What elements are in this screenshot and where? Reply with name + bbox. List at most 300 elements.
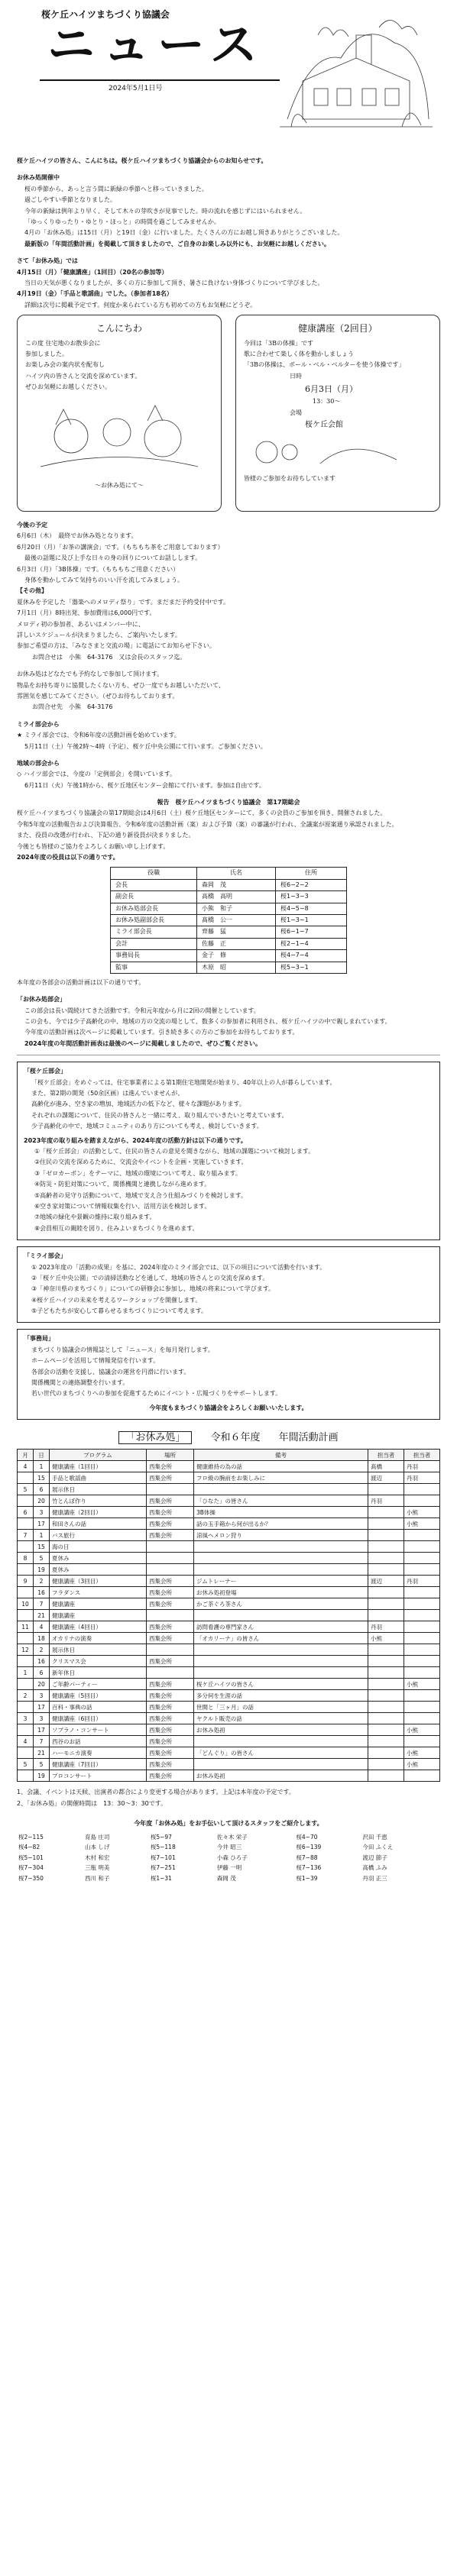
cell: 丹羽 xyxy=(404,1576,440,1587)
list-item: ①「桜ケ丘部会」の活動として、住民の皆さんの意見を聞きながら、地域の課題について検討します。 xyxy=(34,1148,315,1155)
section-general-meeting xyxy=(17,798,440,862)
cell xyxy=(147,1610,194,1621)
cell: お休み処初 xyxy=(194,1724,368,1736)
cell: 西集会所 xyxy=(147,1759,194,1770)
cell: 小熊 和子 xyxy=(197,903,276,914)
cell: 西集会所 xyxy=(147,1518,194,1530)
staff-table xyxy=(17,1832,440,1884)
table-row xyxy=(18,1656,440,1667)
cell: 西集会所 xyxy=(147,1713,194,1724)
cell xyxy=(368,1564,404,1576)
cell xyxy=(404,1541,440,1553)
cell: 1 xyxy=(34,1461,50,1472)
table-row xyxy=(111,962,347,973)
text-line: 夏休みを予定した「器楽へのメロディ祭り」です。まだまだ予約受付中です。 xyxy=(17,598,230,606)
cell xyxy=(194,1484,368,1495)
cell: 齊藤 猛 xyxy=(197,926,276,938)
cell: 桜1−39 xyxy=(296,1875,318,1883)
cell: 西集会所 xyxy=(147,1472,194,1484)
text-line: ホームページを活用して情報発信を行います。 xyxy=(31,1357,160,1365)
text-line: ◇ ハイツ部会では、今度の「定例部会」を開いています。 xyxy=(17,771,177,778)
cell xyxy=(18,1472,34,1484)
cell: 監事 xyxy=(111,962,197,973)
cell: オカリナの演奏 xyxy=(50,1633,147,1644)
cell xyxy=(18,1610,34,1621)
card-line: ハイツ内の皆さんと交流を深めています。 xyxy=(25,372,141,380)
cell: フラダンス xyxy=(50,1587,147,1598)
text-line: また、第2期の開発（50余区画）は進んでいませんが、 xyxy=(31,1090,184,1097)
text-line: 「桜ケ丘部会」をめぐっては、住宅事業者による第1期住宅地開発が始まり、40年以上の人が暮らしています。 xyxy=(31,1078,336,1086)
cell: 健康講座（5回目） xyxy=(50,1690,147,1702)
text-line: お問合せは 小熊 64-3176 又は会長のスタッフ迄。 xyxy=(32,653,186,661)
cell xyxy=(147,1564,194,1576)
section-heading: さて「お休み処」では xyxy=(17,257,78,265)
table-row xyxy=(18,1484,440,1495)
cell: 佐々木 栄子 xyxy=(216,1833,248,1841)
section-schedule-text xyxy=(17,521,440,662)
cell: 三瓶 明美 xyxy=(85,1864,110,1872)
cell: フロ級の腕前をお楽しみに xyxy=(194,1472,368,1484)
cell: 丹羽 xyxy=(368,1621,404,1633)
cell: 「ひなた」の皆さん xyxy=(194,1495,368,1507)
cell: 西谷のお話 xyxy=(50,1736,147,1747)
cell: 桜1−3−1 xyxy=(276,914,347,926)
cell: 西集会所 xyxy=(147,1507,194,1518)
cell: お休み処初登場 xyxy=(194,1587,368,1598)
cell xyxy=(368,1759,404,1770)
cell: 7 xyxy=(34,1598,50,1610)
org-name: 桜ケ丘ハイツまちづくり協議会 xyxy=(41,9,170,20)
cell: 西集会所 xyxy=(147,1621,194,1633)
sakuragaoka-committee-box xyxy=(17,1062,440,1240)
cell xyxy=(18,1564,34,1576)
cell: お休み処副部会長 xyxy=(111,914,197,926)
cell xyxy=(18,1656,34,1667)
text-line: ★ ミライ部会では、令和6年度の活動計画を始めています。 xyxy=(17,732,180,739)
text-line: メロディ初の参加者、あるいはメンバー中に、 xyxy=(17,620,144,628)
cell: 小熊 xyxy=(404,1518,440,1530)
card-title: こんにちわ xyxy=(96,323,142,335)
table-row xyxy=(18,1633,440,1644)
cell: 19 xyxy=(34,1564,50,1576)
cell: 12 xyxy=(18,1644,34,1656)
cell: 2 xyxy=(34,1644,50,1656)
cell: 桜4−5−8 xyxy=(276,903,347,914)
cell: 健康講座（7回目） xyxy=(50,1759,147,1770)
cell: 桜7−350 xyxy=(18,1875,44,1883)
cell: 西集会所 xyxy=(147,1598,194,1610)
list-item: ②住民の交流を深めるために、交流会やイベントを企画・実施していきます。 xyxy=(34,1159,248,1166)
cell: 21 xyxy=(34,1610,50,1621)
table-header-row xyxy=(18,1450,440,1461)
cell: 高橋 ふみ xyxy=(362,1864,387,1872)
cell: 西集会所 xyxy=(147,1702,194,1713)
cell xyxy=(18,1518,34,1530)
cell: 4 xyxy=(18,1736,34,1747)
cell: 桜5−97 xyxy=(150,1833,172,1841)
card-line: 6月3日（月） xyxy=(305,384,358,395)
text-line: また、役員の改選が行われ、下記の通り新役員が決まりました。 xyxy=(17,832,195,839)
list-item: ④防災・防犯対策について、関係機関と連携しながら進めます。 xyxy=(34,1181,211,1188)
cell: 3 xyxy=(34,1713,50,1724)
cell: 西集会所 xyxy=(147,1576,194,1587)
cell: 6 xyxy=(34,1667,50,1679)
cell: 桜4−82 xyxy=(18,1844,41,1851)
secretariat-box xyxy=(17,1329,440,1420)
text-line: この部会は長い間続けてきた活動です。令和元年度から月に2回の開催としています。 xyxy=(24,1007,260,1014)
card-line: 今回は「3Bの体操」です xyxy=(244,339,313,347)
cell: 育島 庄司 xyxy=(85,1833,110,1841)
cell xyxy=(368,1690,404,1702)
text-line: 雰囲気を感じてみてください。（ぜひお待ちしております。 xyxy=(17,692,179,700)
cell: 健康講座（2回目） xyxy=(50,1507,147,1518)
cell: 健康講座（4回目） xyxy=(50,1621,147,1633)
cell xyxy=(147,1553,194,1564)
masthead xyxy=(17,0,440,157)
table-row xyxy=(17,1873,440,1884)
text-line: 少子高齢化の中で、地域コミュニティのあり方についても考え、検討していきます。 xyxy=(31,1123,263,1130)
cell: 夏休み xyxy=(50,1553,147,1564)
subheading: 【その他】 xyxy=(17,587,47,595)
cell: 会計 xyxy=(111,938,197,949)
cell: 健康講座（1回目） xyxy=(50,1461,147,1472)
cell: 11 xyxy=(18,1621,34,1633)
table-row xyxy=(111,903,347,914)
cell xyxy=(404,1484,440,1495)
text-line: 4月15日（月）「健康講座」（1回目）（20名の参加等） xyxy=(17,268,168,276)
cell xyxy=(18,1679,34,1690)
table-row xyxy=(18,1690,440,1702)
cell: 桜7−136 xyxy=(296,1864,322,1872)
section-heading: 「お休み処部会」 xyxy=(17,996,66,1004)
text-line: 4月19日（金）「手品と歌謡曲」でした。（参加者18名） xyxy=(17,290,173,298)
cell: 17 xyxy=(34,1702,50,1713)
box-heading: 「事務局」 xyxy=(24,1335,54,1343)
cell xyxy=(368,1553,404,1564)
title-underline xyxy=(40,79,280,81)
cell xyxy=(18,1724,34,1736)
schedule-subtitle: 年間活動計画 xyxy=(278,1432,339,1444)
box-heading: 「ミライ部会」 xyxy=(24,1252,66,1260)
cell: 西集会所 xyxy=(147,1587,194,1598)
table-row xyxy=(18,1747,440,1759)
table-row xyxy=(18,1724,440,1736)
text-line: 桜ケ丘ハイツまちづくり協議会の第17期総会は4月6日（土）桜ケ丘地区センターにて、多くの会員のご参加を頂き、開催されました。 xyxy=(17,810,387,817)
cell: 訪問看護の専門家さん xyxy=(194,1621,368,1633)
cell: 桜7−101 xyxy=(150,1854,176,1861)
text-line: ⑤子どもたちが安心して暮らせるまちづくりについて考えます。 xyxy=(31,1307,208,1315)
cell: 4 xyxy=(34,1621,50,1633)
cell xyxy=(368,1518,404,1530)
text-line: 4月の「お休み処」は15日（月）と19日（金）に行いました。たくさんの方にお越し頂きありがとうございました。 xyxy=(24,229,344,237)
cell: 西集会所 xyxy=(147,1633,194,1644)
text-line: 5月11日（土）午後2時〜4時（予定）、桜ケ丘中央公園にて行います。ご参加ください。 xyxy=(24,742,267,750)
table-row xyxy=(18,1644,440,1656)
cell: 小熊 xyxy=(404,1747,440,1759)
cell xyxy=(18,1702,34,1713)
text-line: 詳しいスケジュールが決まりましたら、ご案内いたします。 xyxy=(17,631,181,638)
header-cell: プログラム xyxy=(50,1450,147,1461)
cell: 副会長 xyxy=(111,891,197,903)
section-report xyxy=(17,257,440,310)
cell xyxy=(368,1702,404,1713)
text-line: 当日の天気が悪くなりましたが、多くの方に参加して頂き、暑さに負けない身体づくりについて学びました。 xyxy=(24,279,324,286)
cell: 高橋 高明 xyxy=(197,891,276,903)
cell: 今田 ふくえ xyxy=(362,1844,394,1851)
card-title: 健康講座（2回目） xyxy=(298,323,378,335)
cell xyxy=(18,1747,34,1759)
table-row xyxy=(18,1507,440,1518)
cell xyxy=(368,1747,404,1759)
table-row xyxy=(18,1530,440,1541)
hand-drawing-icon xyxy=(244,433,432,471)
table-row xyxy=(111,926,347,938)
cell xyxy=(194,1610,368,1621)
cell: 金子 修 xyxy=(197,950,276,962)
header-cell: 月 xyxy=(18,1450,34,1461)
header-cell: 住所 xyxy=(276,868,347,879)
section-mirai xyxy=(17,720,440,751)
cell: 森岡 茂 xyxy=(216,1875,236,1883)
cell: 18 xyxy=(34,1633,50,1644)
cell: 桜4−70 xyxy=(296,1833,318,1841)
note-line: 2、「お休み処」の開催時間は 13：30〜3：30です。 xyxy=(17,1799,167,1807)
cell: 西集会所 xyxy=(147,1656,194,1667)
cell xyxy=(404,1610,440,1621)
cell: 6 xyxy=(34,1484,50,1495)
cell: 丹羽 xyxy=(404,1461,440,1472)
box-heading: 「桜ケ丘部会」 xyxy=(24,1068,66,1075)
cell xyxy=(18,1495,34,1507)
cell xyxy=(404,1736,440,1747)
text-line: 高齢化が進み、空き家の増加、地域活力の低下など、様々な課題があります。 xyxy=(31,1101,245,1108)
schedule-heading xyxy=(17,1430,440,1446)
cell xyxy=(194,1667,368,1679)
cell: ハーモニカ演奏 xyxy=(50,1747,147,1759)
cell: 2 xyxy=(18,1690,34,1702)
cell: 渡辺 xyxy=(368,1576,404,1587)
cell: 小熊 xyxy=(404,1724,440,1736)
text-line: 参加ご希望の方は、「みなさまと交流の場」に電話にてお知らせ下さい。 xyxy=(17,642,216,650)
cell xyxy=(147,1667,194,1679)
cell xyxy=(404,1713,440,1724)
cell: 17 xyxy=(34,1724,50,1736)
greeting-line: 桜ケ丘ハイツの皆さん、こんにちは。桜ケ丘ハイツまちづくり協議会からのお知らせです。 xyxy=(17,157,267,164)
cell xyxy=(18,1633,34,1644)
cell: 夏休み xyxy=(50,1564,147,1576)
cell: 桜5−101 xyxy=(18,1854,44,1861)
cell: 世間と「三ヶ月」の話 xyxy=(194,1702,368,1713)
text-line: 6月3日（月）「3B体操」です。（もちもちご用意ください） xyxy=(17,565,180,573)
card-line: 桜ケ丘会館 xyxy=(305,421,343,430)
cell xyxy=(194,1656,368,1667)
list-item: ⑥空き家対策について情報収集を行い、活用方法を検討します。 xyxy=(34,1202,211,1210)
cell xyxy=(368,1610,404,1621)
cell xyxy=(368,1679,404,1690)
cell: 桜6−2−2 xyxy=(276,879,347,890)
card-line: ぜひお気軽にお越しください。 xyxy=(25,383,111,391)
staff-heading: 今年度「お休み処」をお手伝いして頂けるスタッフをご紹介します。 xyxy=(134,1820,323,1828)
cell: 桜1−31 xyxy=(150,1875,172,1883)
header-cell: 役職 xyxy=(111,868,197,879)
text-line: 2024年度の役員は以下の通りです。 xyxy=(17,854,119,861)
cell: 会長 xyxy=(111,879,197,890)
card-line: 歌に合わせて楽しく体を動かしましょう xyxy=(244,351,354,358)
cell xyxy=(404,1702,440,1713)
building-sketch-illustration xyxy=(280,5,433,148)
text-line: 「ゆっくりゆったり・ゆとり・ほっと」の時間を過ごしてみませんか。 xyxy=(24,218,220,225)
cell xyxy=(368,1507,404,1518)
cell: 西集会所 xyxy=(147,1690,194,1702)
text-line: 6月11日（火）午後1時から、桜ケ丘地区センター会館にて行います。参加は自由です。 xyxy=(24,781,265,789)
hand-drawing-icon xyxy=(25,394,213,478)
cell: 佐藤 正 xyxy=(197,938,276,949)
text-line: 詳細は次号に掲載予定です。何度か来られている方も初めての方もお気軽にどうぞ。 xyxy=(24,301,257,309)
cell: 2 xyxy=(34,1576,50,1587)
card-health-lecture xyxy=(235,315,440,512)
cell: 3 xyxy=(34,1507,50,1518)
text-line: 桜の季節から、あっと言う間に新緑の季節へと移っていきました。 xyxy=(24,185,208,192)
text-line: ②「桜ケ丘中央公園」での清掃活動などを通して、地域の皆さんとの交流を深めます。 xyxy=(31,1274,269,1282)
newsletter-title: ニュース xyxy=(47,17,265,73)
text-line: お休み処はどなたでも予約なしで参加して頂けます。 xyxy=(17,671,164,678)
cell: 16 xyxy=(34,1587,50,1598)
section-heights xyxy=(17,759,440,790)
cell: 西集会所 xyxy=(147,1747,194,1759)
table-row xyxy=(18,1598,440,1610)
text-line: 6月6日（木） 最終でお休み処となります。 xyxy=(17,532,138,540)
cell: 西集会所 xyxy=(147,1495,194,1507)
table-row xyxy=(18,1472,440,1484)
header-cell: 備考 xyxy=(194,1450,368,1461)
cell xyxy=(194,1553,368,1564)
table-row xyxy=(111,879,347,890)
cell xyxy=(404,1633,440,1644)
cell: ミライ部会長 xyxy=(111,926,197,938)
section-heading: 地域の部会から xyxy=(17,759,60,767)
table-row xyxy=(17,1863,440,1873)
annual-schedule-table xyxy=(17,1449,440,1782)
card-line: 13：30〜 xyxy=(313,398,341,406)
card-line: お楽しみ会の案内状を配布し xyxy=(25,361,105,369)
table-row xyxy=(18,1667,440,1679)
text-line: 最後の話題に及び上手な日々の身の回りについてお話しします。 xyxy=(24,554,202,562)
text-line: 各部会の活動を支援し、協議会の運営を円滑に行います。 xyxy=(31,1368,190,1375)
cell: 16 xyxy=(34,1656,50,1667)
table-row xyxy=(17,1832,440,1843)
cell: 渡辺 xyxy=(368,1472,404,1484)
closing-line: 今年度もまちづくり協議会をよろしくお願いいたします。 xyxy=(149,1404,308,1411)
cell: 21 xyxy=(34,1747,50,1759)
text-line: 2023年度の取り組みを踏まえながら、2024年度の活動方針は以下の通りです。 xyxy=(24,1136,247,1144)
cell xyxy=(368,1724,404,1736)
card-line: 会場 xyxy=(290,409,302,416)
cell: かご茶ぐろ茶さん xyxy=(194,1598,368,1610)
cell: 西集会所 xyxy=(147,1461,194,1472)
cell: 5 xyxy=(34,1553,50,1564)
cell: 健康講座 xyxy=(50,1610,147,1621)
cell: 15 xyxy=(34,1472,50,1484)
cell: 20 xyxy=(34,1679,50,1690)
cell: 5 xyxy=(34,1759,50,1770)
cell xyxy=(368,1484,404,1495)
cell: 桜7−251 xyxy=(150,1864,176,1872)
cell xyxy=(194,1564,368,1576)
section-plans xyxy=(17,978,440,1049)
cell xyxy=(147,1541,194,1553)
cell xyxy=(404,1770,440,1782)
cell xyxy=(18,1770,34,1782)
cell: 和田さんの話 xyxy=(50,1518,147,1530)
list-item: ③「ゼロカーボン」をテーマに、地域の環境について考え、取り組みます。 xyxy=(34,1169,241,1177)
cell: 小熊 xyxy=(404,1679,440,1690)
card-konnichiwa xyxy=(17,315,222,512)
text-line: 本年度の各部会の活動計画は以下の通りです。 xyxy=(17,978,145,986)
cell xyxy=(368,1541,404,1553)
list-item: ⑤高齢者の見守り活動について、地域で支え合う仕組みづくりを検討します。 xyxy=(34,1191,248,1199)
cell: 15 xyxy=(34,1541,50,1553)
header-cell: 担当者 xyxy=(368,1450,404,1461)
cell xyxy=(404,1621,440,1633)
cell: 8 xyxy=(18,1553,34,1564)
cell: 森岡 茂 xyxy=(197,879,276,890)
cell: 5 xyxy=(18,1759,34,1770)
text-line: それぞれの課題について、住民の皆さんと一緒に考え、取り組んでいきたいと考えています。 xyxy=(31,1111,288,1119)
cell: 9 xyxy=(18,1576,34,1587)
cell xyxy=(404,1564,440,1576)
cell: 3 xyxy=(18,1713,34,1724)
cell: 小熊 xyxy=(404,1507,440,1518)
cell: プロコンサート xyxy=(50,1770,147,1782)
cell: 髙橋 xyxy=(368,1461,404,1472)
table-row xyxy=(18,1759,440,1770)
text-line: ③「神奈川県のまちづくり」についての研修会に参加し、地域の将来について学びます。 xyxy=(31,1285,275,1293)
cell: 丹羽 xyxy=(404,1472,440,1484)
cell xyxy=(194,1759,368,1770)
table-row xyxy=(18,1736,440,1747)
cell xyxy=(404,1530,440,1541)
cell xyxy=(147,1644,194,1656)
text-line: この会も、今では少子高齢化の中、地域の方の交流の場として、数多くの参加者に利用され、桜ケ丘ハイツの中で親しまれています。 xyxy=(24,1018,391,1026)
text-line: 令和5年度の活動報告および決算報告、令和6年度の活動計画（案）および予算（案）の審議が行われ、全議案が原案通り承認されました。 xyxy=(17,820,398,828)
cell: 桜7−88 xyxy=(296,1854,318,1861)
card-line: 参加しました。 xyxy=(25,351,68,358)
cell: 山本 しげ xyxy=(85,1844,110,1851)
cell: 桜5−118 xyxy=(150,1844,176,1851)
card-line: 「3Bの体操は、ボール・ベル・ベルターを使う体操です」 xyxy=(244,361,405,369)
cell: お休み処部会長 xyxy=(111,903,197,914)
cell: 涼風ヘメロン狩り xyxy=(194,1530,368,1541)
cell: 桜6−1−7 xyxy=(276,926,347,938)
header-cell: 担当者 xyxy=(404,1450,440,1461)
cell: 桜2−1−4 xyxy=(276,938,347,949)
header-cell: 日 xyxy=(34,1450,50,1461)
text-line: まちづくり協議会の情報誌として「ニュース」を毎月発行します。 xyxy=(31,1346,214,1353)
cell xyxy=(368,1656,404,1667)
table-row xyxy=(18,1576,440,1587)
cell: 6 xyxy=(18,1507,34,1518)
issue-date: 2024年5月1日号 xyxy=(109,85,163,92)
cell: 健康講座（3回目） xyxy=(50,1576,147,1587)
text-line: 過ごしやすい季節となりました。 xyxy=(24,196,116,204)
table-header-row xyxy=(111,868,347,879)
cell: 桜ケ丘ハイツの皆さん xyxy=(194,1679,368,1690)
text-line: 6月20日（月）「お茶の講演会」です。（もちもち茶をご用意しております） xyxy=(17,543,224,551)
cell xyxy=(194,1644,368,1656)
card-line: 日時 xyxy=(290,372,302,380)
cell: 木村 和宏 xyxy=(85,1854,110,1861)
cell: 1 xyxy=(18,1667,34,1679)
